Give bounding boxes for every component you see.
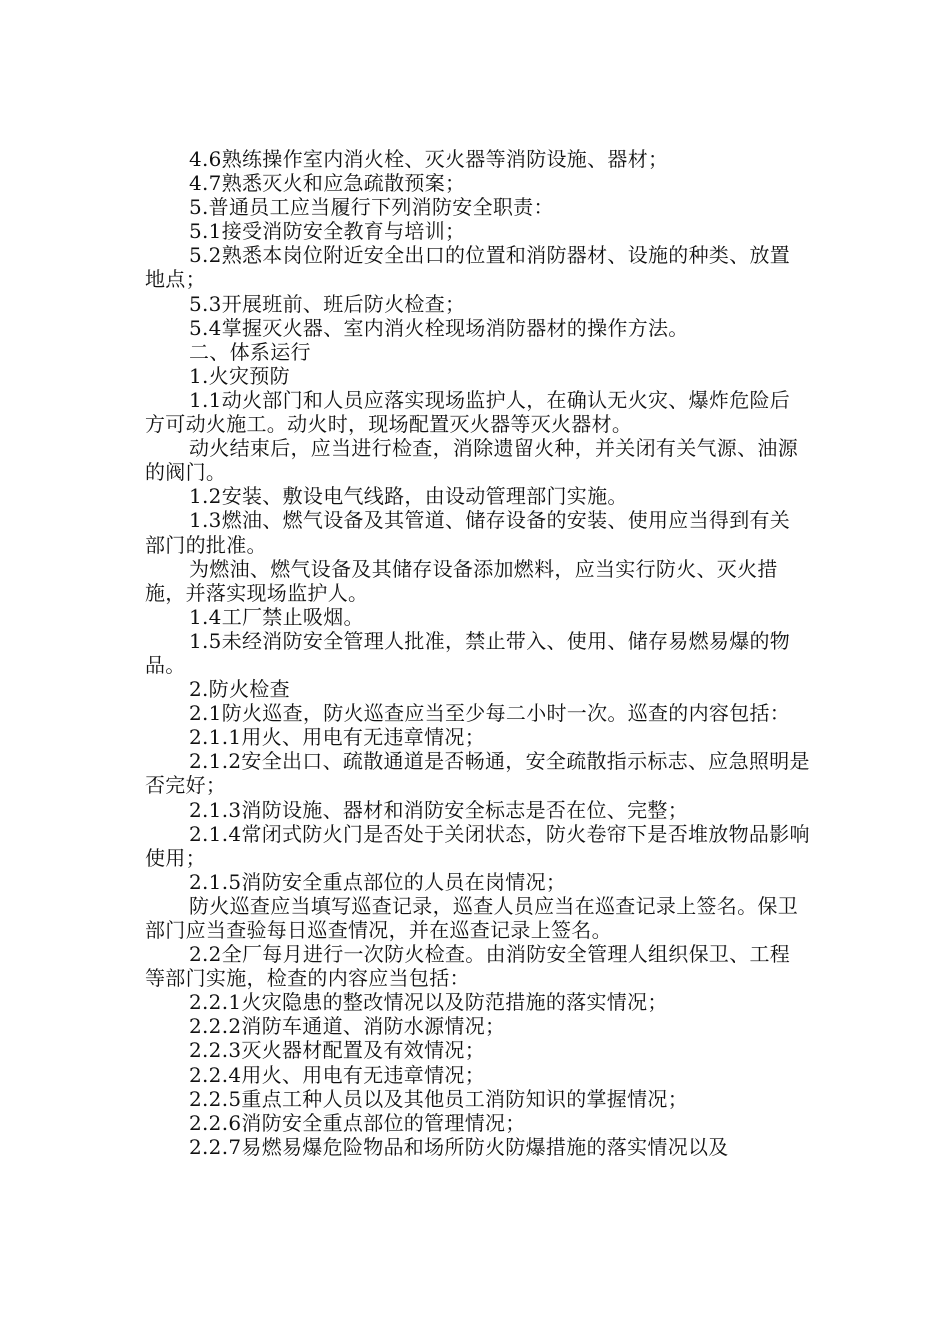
document-body (145, 147, 810, 1159)
paragraph: 2.2.1火灾隐患的整改情况以及防范措施的落实情况； (189, 990, 668, 1015)
paragraph: 4.6熟练操作室内消火栓、灭火器等消防设施、器材； (189, 147, 669, 171)
paragraph: 2.2.7易燃易爆危险物品和场所防火防爆措施的落实情况以及 (189, 1134, 729, 1159)
paragraph: 2.1防火巡查，防火巡查应当至少每二小时一次。巡查的内容包括： (189, 701, 791, 726)
paragraph: 2.1.4常闭式防火门是否处于关闭状态，防火卷帘下是否堆放物品影响使用； (145, 821, 810, 870)
paragraph: 为燃油、燃气设备及其储存设备添加燃料，应当实行防火、灭火措施，并落实现场监护人。 (145, 556, 778, 605)
paragraph: 1.4工厂禁止吸烟。 (189, 604, 364, 629)
paragraph: 5.1接受消防安全教育与培训； (189, 219, 466, 244)
paragraph: 2.1.2安全出口、疏散通道是否畅通，安全疏散指示标志、应急照明是否完好； (145, 749, 810, 798)
paragraph: 1.2安装、敷设电气线路，由设动管理部门实施。 (189, 484, 628, 509)
paragraph: 2.2.5重点工种人员以及其他员工消防知识的掌握情况； (189, 1086, 688, 1111)
paragraph: 4.7熟悉灭火和应急疏散预案； (189, 171, 466, 196)
subsection-heading: 1.火灾预防 (189, 363, 290, 388)
paragraph: 2.2.6消防安全重点部位的管理情况； (189, 1110, 526, 1135)
section-heading: 二、体系运行 (189, 339, 311, 364)
paragraph: 1.5未经消防安全管理人批准，禁止带入、使用、储存易燃易爆的物品。 (145, 628, 791, 677)
paragraph: 5.3开展班前、班后防火检查； (189, 291, 466, 316)
paragraph: 2.2.2消防车通道、消防水源情况； (189, 1014, 506, 1039)
paragraph: 动火结束后，应当进行检查，消除遗留火种，并关闭有关气源、油源的阀门。 (145, 436, 798, 485)
paragraph: 2.1.3消防设施、器材和消防安全标志是否在位、完整； (189, 797, 688, 822)
paragraph: 1.1动火部门和人员应落实现场监护人，在确认无火灾、爆炸危险后方可动火施工。动火时，现场配置灭火器等灭火器材。 (145, 387, 791, 437)
paragraph: 1.3燃油、燃气设备及其管道、储存设备的安装、使用应当得到有关部门的批准。 (145, 508, 791, 557)
paragraph: 2.2全厂每月进行一次防火检查。由消防安全管理人组织保卫、工程等部门实施，检查的内容应当包括： (145, 942, 791, 991)
paragraph: 5.2熟悉本岗位附近安全出口的位置和消防器材、设施的种类、放置地点； (145, 243, 791, 292)
paragraph: 2.1.5消防安全重点部位的人员在岗情况； (189, 869, 567, 894)
paragraph: 2.1.1用火、用电有无违章情况； (189, 725, 485, 750)
paragraph: 2.2.4用火、用电有无违章情况； (189, 1062, 485, 1087)
paragraph: 5.4掌握灭火器、室内消火栓现场消防器材的操作方法。 (189, 315, 689, 340)
paragraph: 防火巡查应当填写巡查记录，巡查人员应当在巡查记录上签名。保卫部门应当查验每日巡查情况，并在巡查记录上签名。 (145, 893, 798, 942)
paragraph: 2.2.3灭火器材配置及有效情况； (189, 1038, 485, 1063)
paragraph: 5.普通员工应当履行下列消防安全职责： (189, 195, 554, 220)
subsection-heading: 2.防火检查 (189, 677, 290, 702)
